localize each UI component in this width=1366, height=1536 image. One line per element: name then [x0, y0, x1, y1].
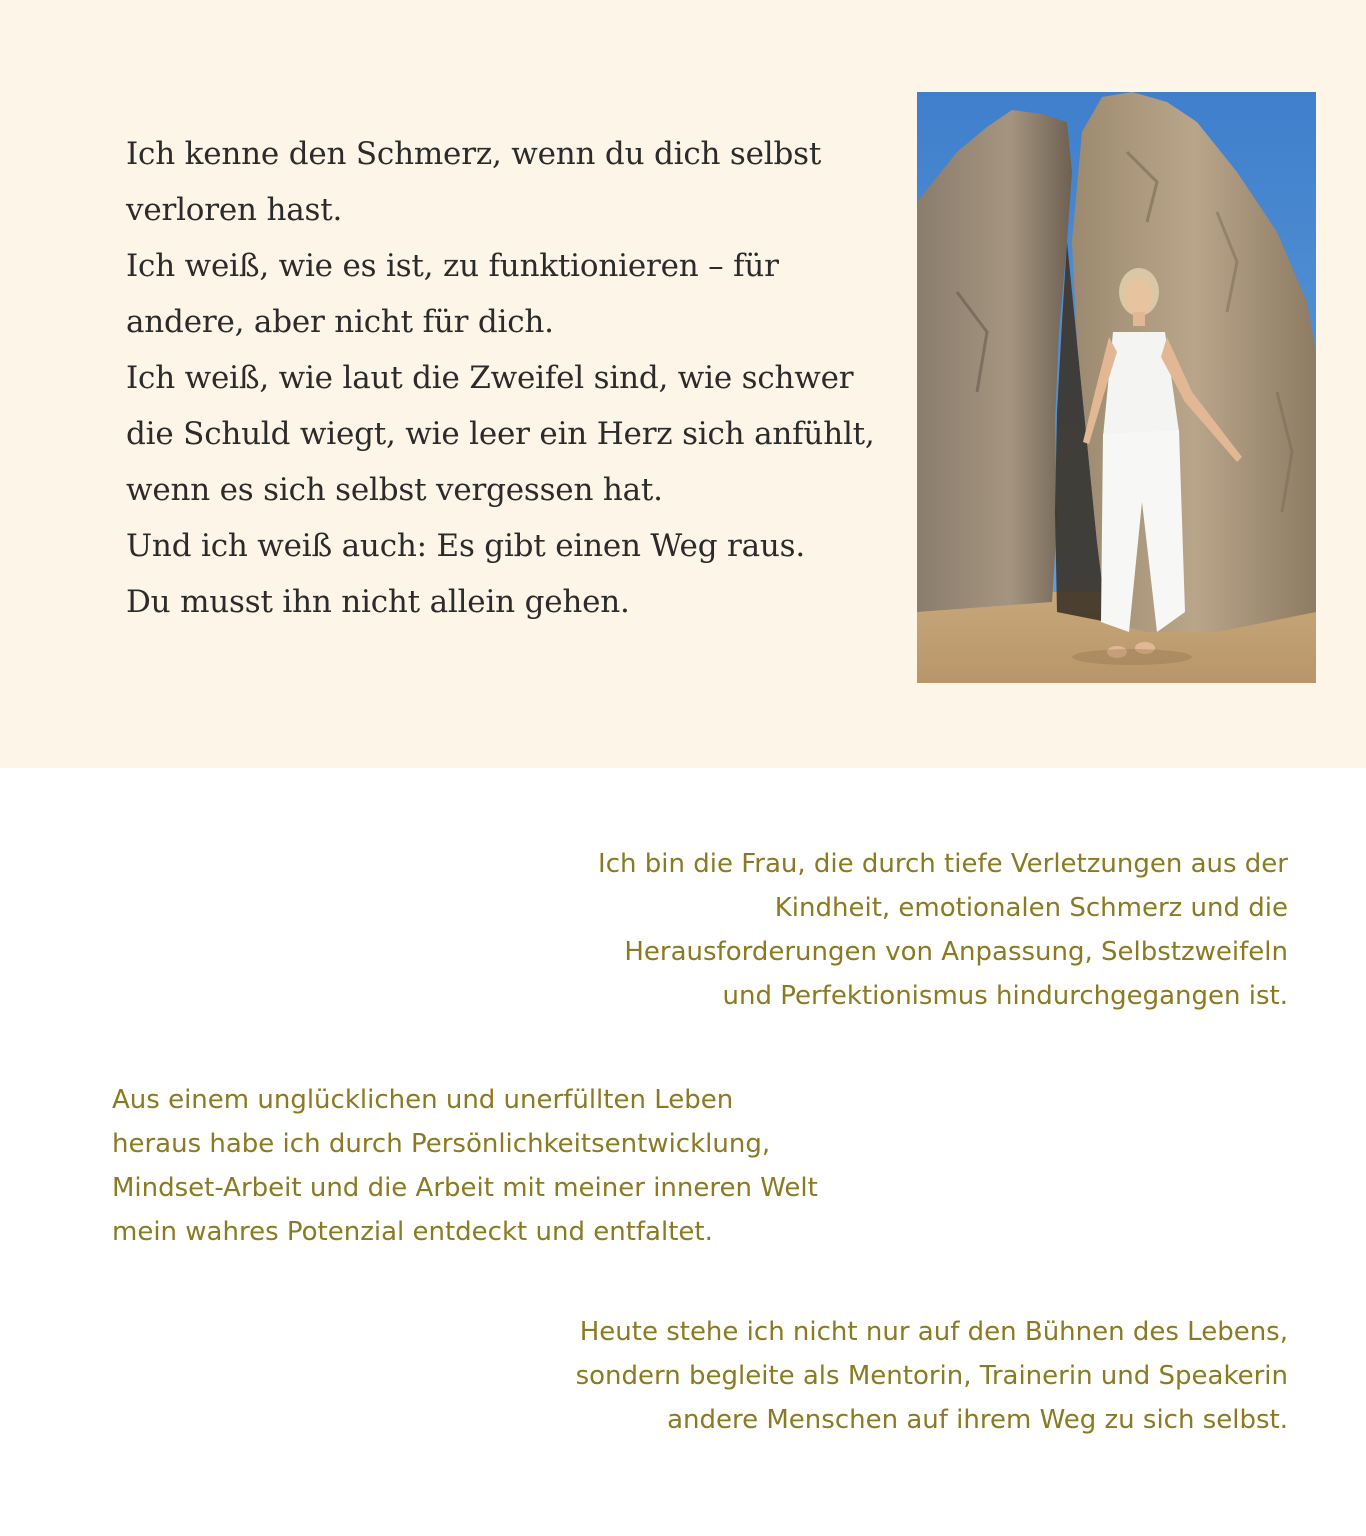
portrait-illustration [917, 92, 1316, 683]
bio-line: Aus einem unglücklichen und unerfüllten Leben [112, 1085, 734, 1115]
bio-line: Heute stehe ich nicht nur auf den Bühnen des Lebens, [579, 1317, 1288, 1347]
bio-line: heraus habe ich durch Persönlichkeitsentwicklung, [112, 1129, 771, 1159]
bio-line: mein wahres Potenzial entdeckt und entfaltet. [112, 1217, 713, 1247]
poem-line: Und ich weiß auch: Es gibt einen Weg raus. [126, 528, 806, 564]
bio-line: und Perfektionismus hindurchgegangen ist. [722, 981, 1288, 1011]
poem-line: wenn es sich selbst vergessen hat. [126, 472, 663, 508]
poem-line: verloren hast. [126, 192, 343, 228]
poem-line: die Schuld wiegt, wie leer ein Herz sich anfühlt, [126, 416, 875, 452]
bio-line: Herausforderungen von Anpassung, Selbstzweifeln [624, 937, 1288, 967]
bio-paragraph-2 [112, 1078, 818, 1254]
poem-line: Ich weiß, wie laut die Zweifel sind, wie schwer [126, 360, 854, 396]
bio-line: sondern begleite als Mentorin, Trainerin und Speakerin [575, 1361, 1288, 1391]
bio-line: Ich bin die Frau, die durch tiefe Verletzungen aus der [598, 849, 1288, 879]
bio-paragraph-3 [576, 1310, 1288, 1442]
poem-text [126, 126, 886, 630]
bio-line: Kindheit, emotionalen Schmerz und die [774, 893, 1288, 923]
poem-line: Du musst ihn nicht allein gehen. [126, 584, 630, 620]
bio-paragraph-1 [598, 842, 1288, 1018]
poem-line: andere, aber nicht für dich. [126, 304, 554, 340]
portrait-photo [917, 92, 1316, 683]
poem-line: Ich kenne den Schmerz, wenn du dich selbst [126, 136, 822, 172]
bio-line: Mindset-Arbeit und die Arbeit mit meiner inneren Welt [112, 1173, 818, 1203]
poem-line: Ich weiß, wie es ist, zu funktionieren – für [126, 248, 779, 284]
bio-line: andere Menschen auf ihrem Weg zu sich selbst. [667, 1405, 1288, 1435]
